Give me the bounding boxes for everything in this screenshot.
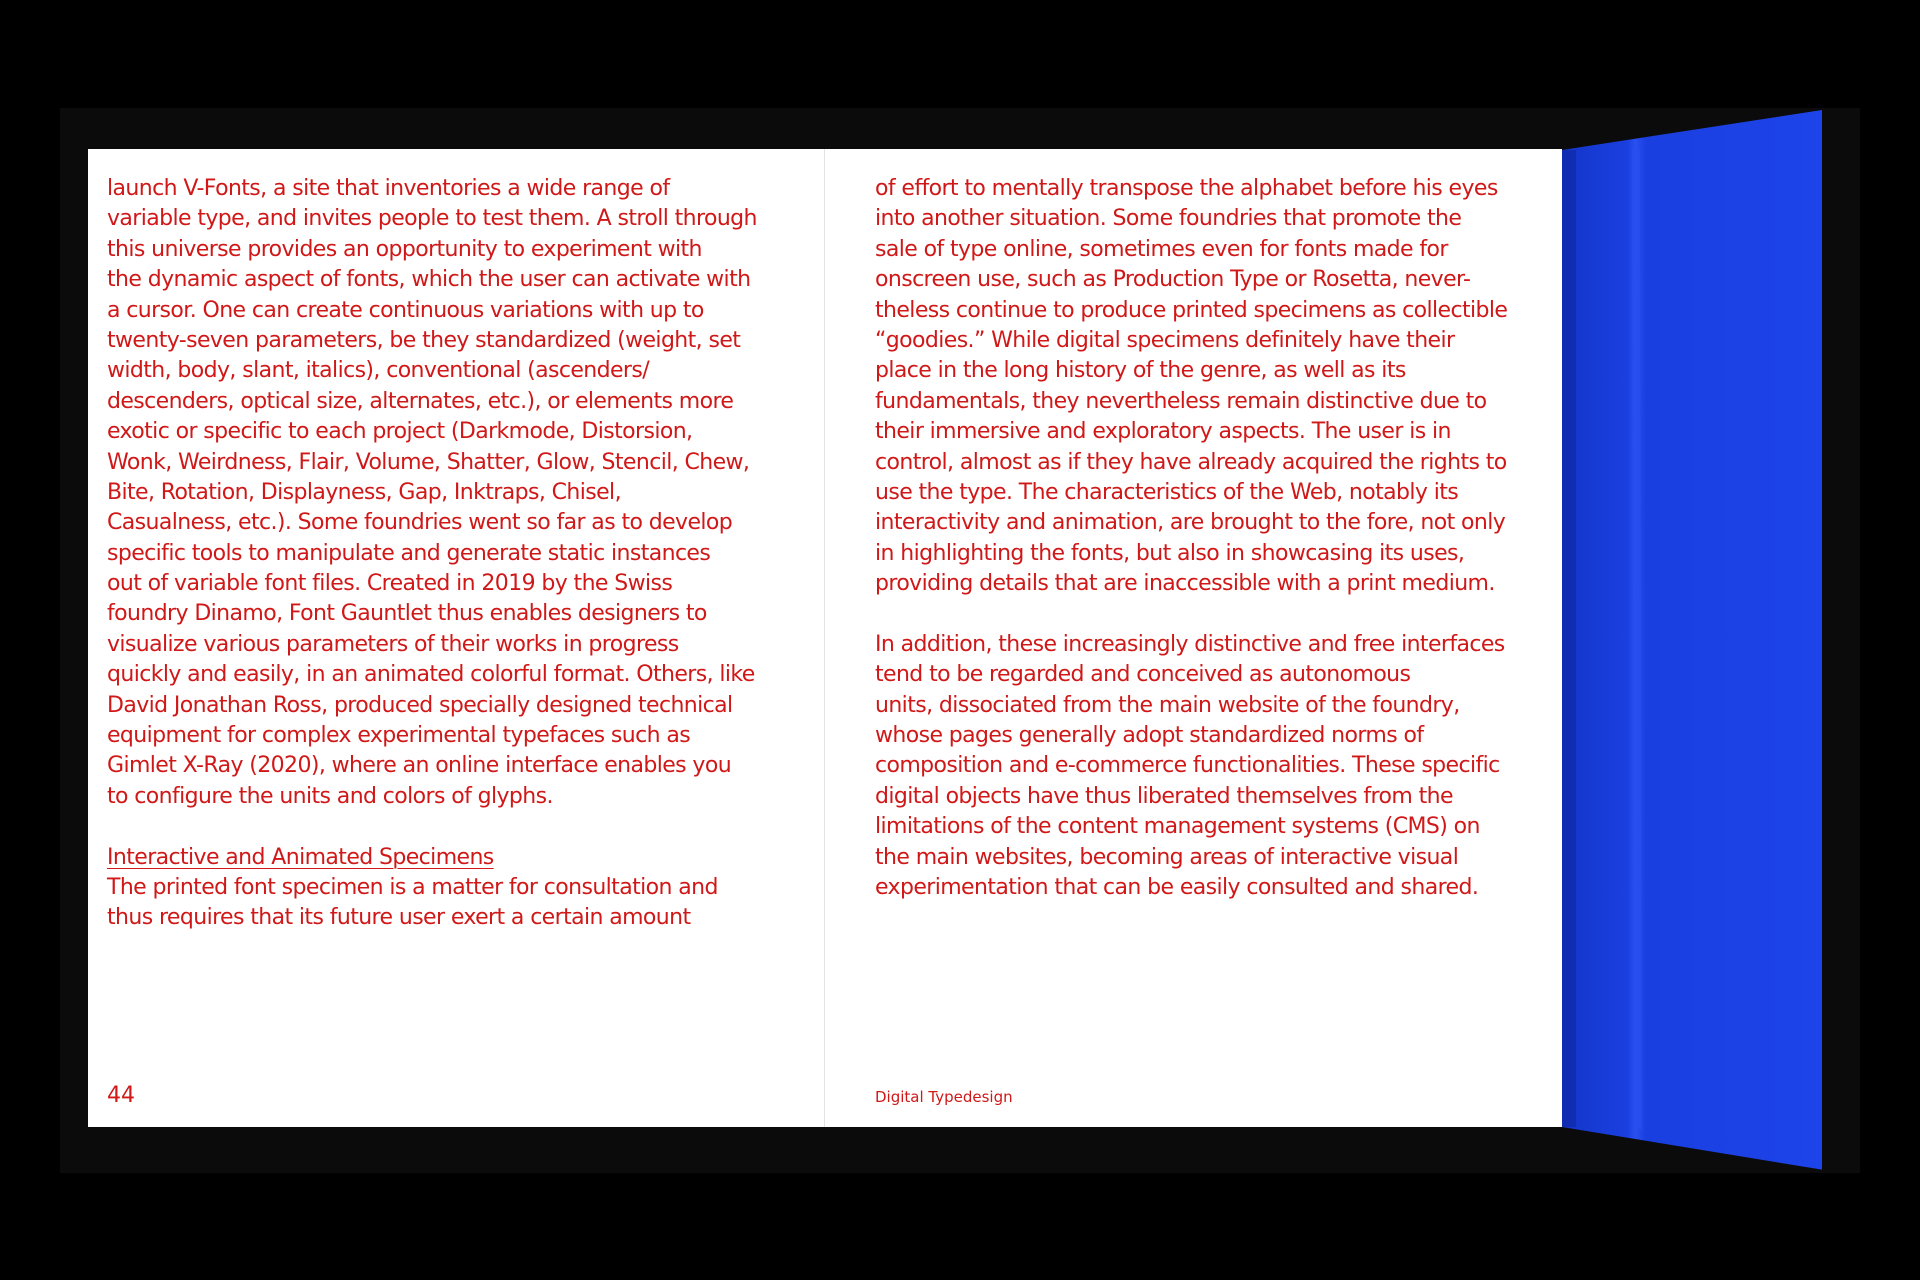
text-line: fundamentals, they nevertheless remain distinctive due to xyxy=(875,388,1487,414)
paragraph-gap xyxy=(107,812,757,842)
text-line: the dynamic aspect of fonts, which the user can activate with xyxy=(107,267,751,293)
text-line: experimentation that can be easily consulted and shared. xyxy=(875,874,1479,900)
text-line: out of variable font files. Created in 2019 by the Swiss xyxy=(107,571,673,597)
text-line: quickly and easily, in an animated colorful format. Others, like xyxy=(107,662,755,688)
text-line: control, almost as if they have already acquired the rights to xyxy=(875,449,1507,475)
text-line: foundry Dinamo, Font Gauntlet thus enables designers to xyxy=(107,601,707,627)
text-line: Bite, Rotation, Displayness, Gap, Inktraps, Chisel, xyxy=(107,479,621,505)
text-line: descenders, optical size, alternates, etc.), or elements more xyxy=(107,388,734,414)
text-line: “goodies.” While digital specimens definitely have their xyxy=(875,327,1455,353)
right-page xyxy=(825,149,1562,1127)
text-line: tend to be regarded and conceived as autonomous xyxy=(875,662,1411,688)
left-page xyxy=(88,149,825,1127)
right-page-body-text xyxy=(875,174,1507,903)
cover-flap-edge-shadow xyxy=(1562,150,1576,1127)
text-line: theless continue to produce printed specimens as collectible xyxy=(875,297,1508,323)
text-line: equipment for complex experimental typefaces such as xyxy=(107,723,691,749)
text-line: specific tools to manipulate and generate static instances xyxy=(107,540,711,566)
text-line: Wonk, Weirdness, Flair, Volume, Shatter, Glow, Stencil, Chew, xyxy=(107,449,750,475)
text-line: into another situation. Some foundries that promote the xyxy=(875,206,1462,232)
paragraph-gap xyxy=(875,599,1507,629)
book-spread xyxy=(88,149,1562,1127)
text-line: whose pages generally adopt standardized norms of xyxy=(875,723,1424,749)
text-line: a cursor. One can create continuous variations with up to xyxy=(107,297,704,323)
blue-cover-flap xyxy=(1562,110,1822,1170)
text-line: composition and e-commerce functionalities. These specific xyxy=(875,753,1500,779)
text-line: Casualness, etc.). Some foundries went so far as to develop xyxy=(107,510,733,536)
text-line: providing details that are inaccessible with a print medium. xyxy=(875,571,1495,597)
text-line: interactivity and animation, are brought to the fore, not only xyxy=(875,510,1506,536)
section-heading-interactive-specimens: Interactive and Animated Specimens xyxy=(107,844,494,870)
cover-flap-shape xyxy=(1562,110,1822,1170)
text-line: use the type. The characteristics of the Web, notably its xyxy=(875,479,1459,505)
text-line: variable type, and invites people to test them. A stroll through xyxy=(107,206,757,232)
left-page-body-text xyxy=(107,174,757,934)
text-line: sale of type online, sometimes even for fonts made for xyxy=(875,236,1448,262)
text-line: the main websites, becoming areas of interactive visual xyxy=(875,844,1459,870)
text-line: in highlighting the fonts, but also in showcasing its uses, xyxy=(875,540,1465,566)
text-line: launch V-Fonts, a site that inventories a wide range of xyxy=(107,176,670,201)
text-line: width, body, slant, italics), conventional (ascenders/ xyxy=(107,358,650,384)
text-line: digital objects have thus liberated themselves from the xyxy=(875,783,1453,809)
text-line: thus requires that its future user exert a certain amount xyxy=(107,905,691,931)
text-line: this universe provides an opportunity to experiment with xyxy=(107,236,702,262)
text-line: The printed font specimen is a matter for consultation and xyxy=(107,874,718,900)
text-line: twenty-seven parameters, be they standardized (weight, set xyxy=(107,327,741,353)
text-line: place in the long history of the genre, as well as its xyxy=(875,358,1406,384)
text-line: In addition, these increasingly distinctive and free interfaces xyxy=(875,631,1505,657)
text-line: units, dissociated from the main website of the foundry, xyxy=(875,692,1460,718)
text-line: exotic or specific to each project (Darkmode, Distorsion, xyxy=(107,419,693,445)
text-line: of effort to mentally transpose the alphabet before his eyes xyxy=(875,176,1498,201)
text-line: their immersive and exploratory aspects. The user is in xyxy=(875,419,1451,445)
text-line: Gimlet X-Ray (2020), where an online interface enables you xyxy=(107,753,732,779)
text-line: David Jonathan Ross, produced specially designed technical xyxy=(107,692,733,718)
text-line: onscreen use, such as Production Type or Rosetta, never- xyxy=(875,267,1471,293)
text-line: limitations of the content management systems (CMS) on xyxy=(875,814,1480,840)
text-line: to configure the units and colors of glyphs. xyxy=(107,783,553,809)
text-line: visualize various parameters of their works in progress xyxy=(107,631,679,657)
page-number: 44 xyxy=(107,1083,135,1108)
running-footer: Digital Typedesign xyxy=(875,1088,1013,1106)
